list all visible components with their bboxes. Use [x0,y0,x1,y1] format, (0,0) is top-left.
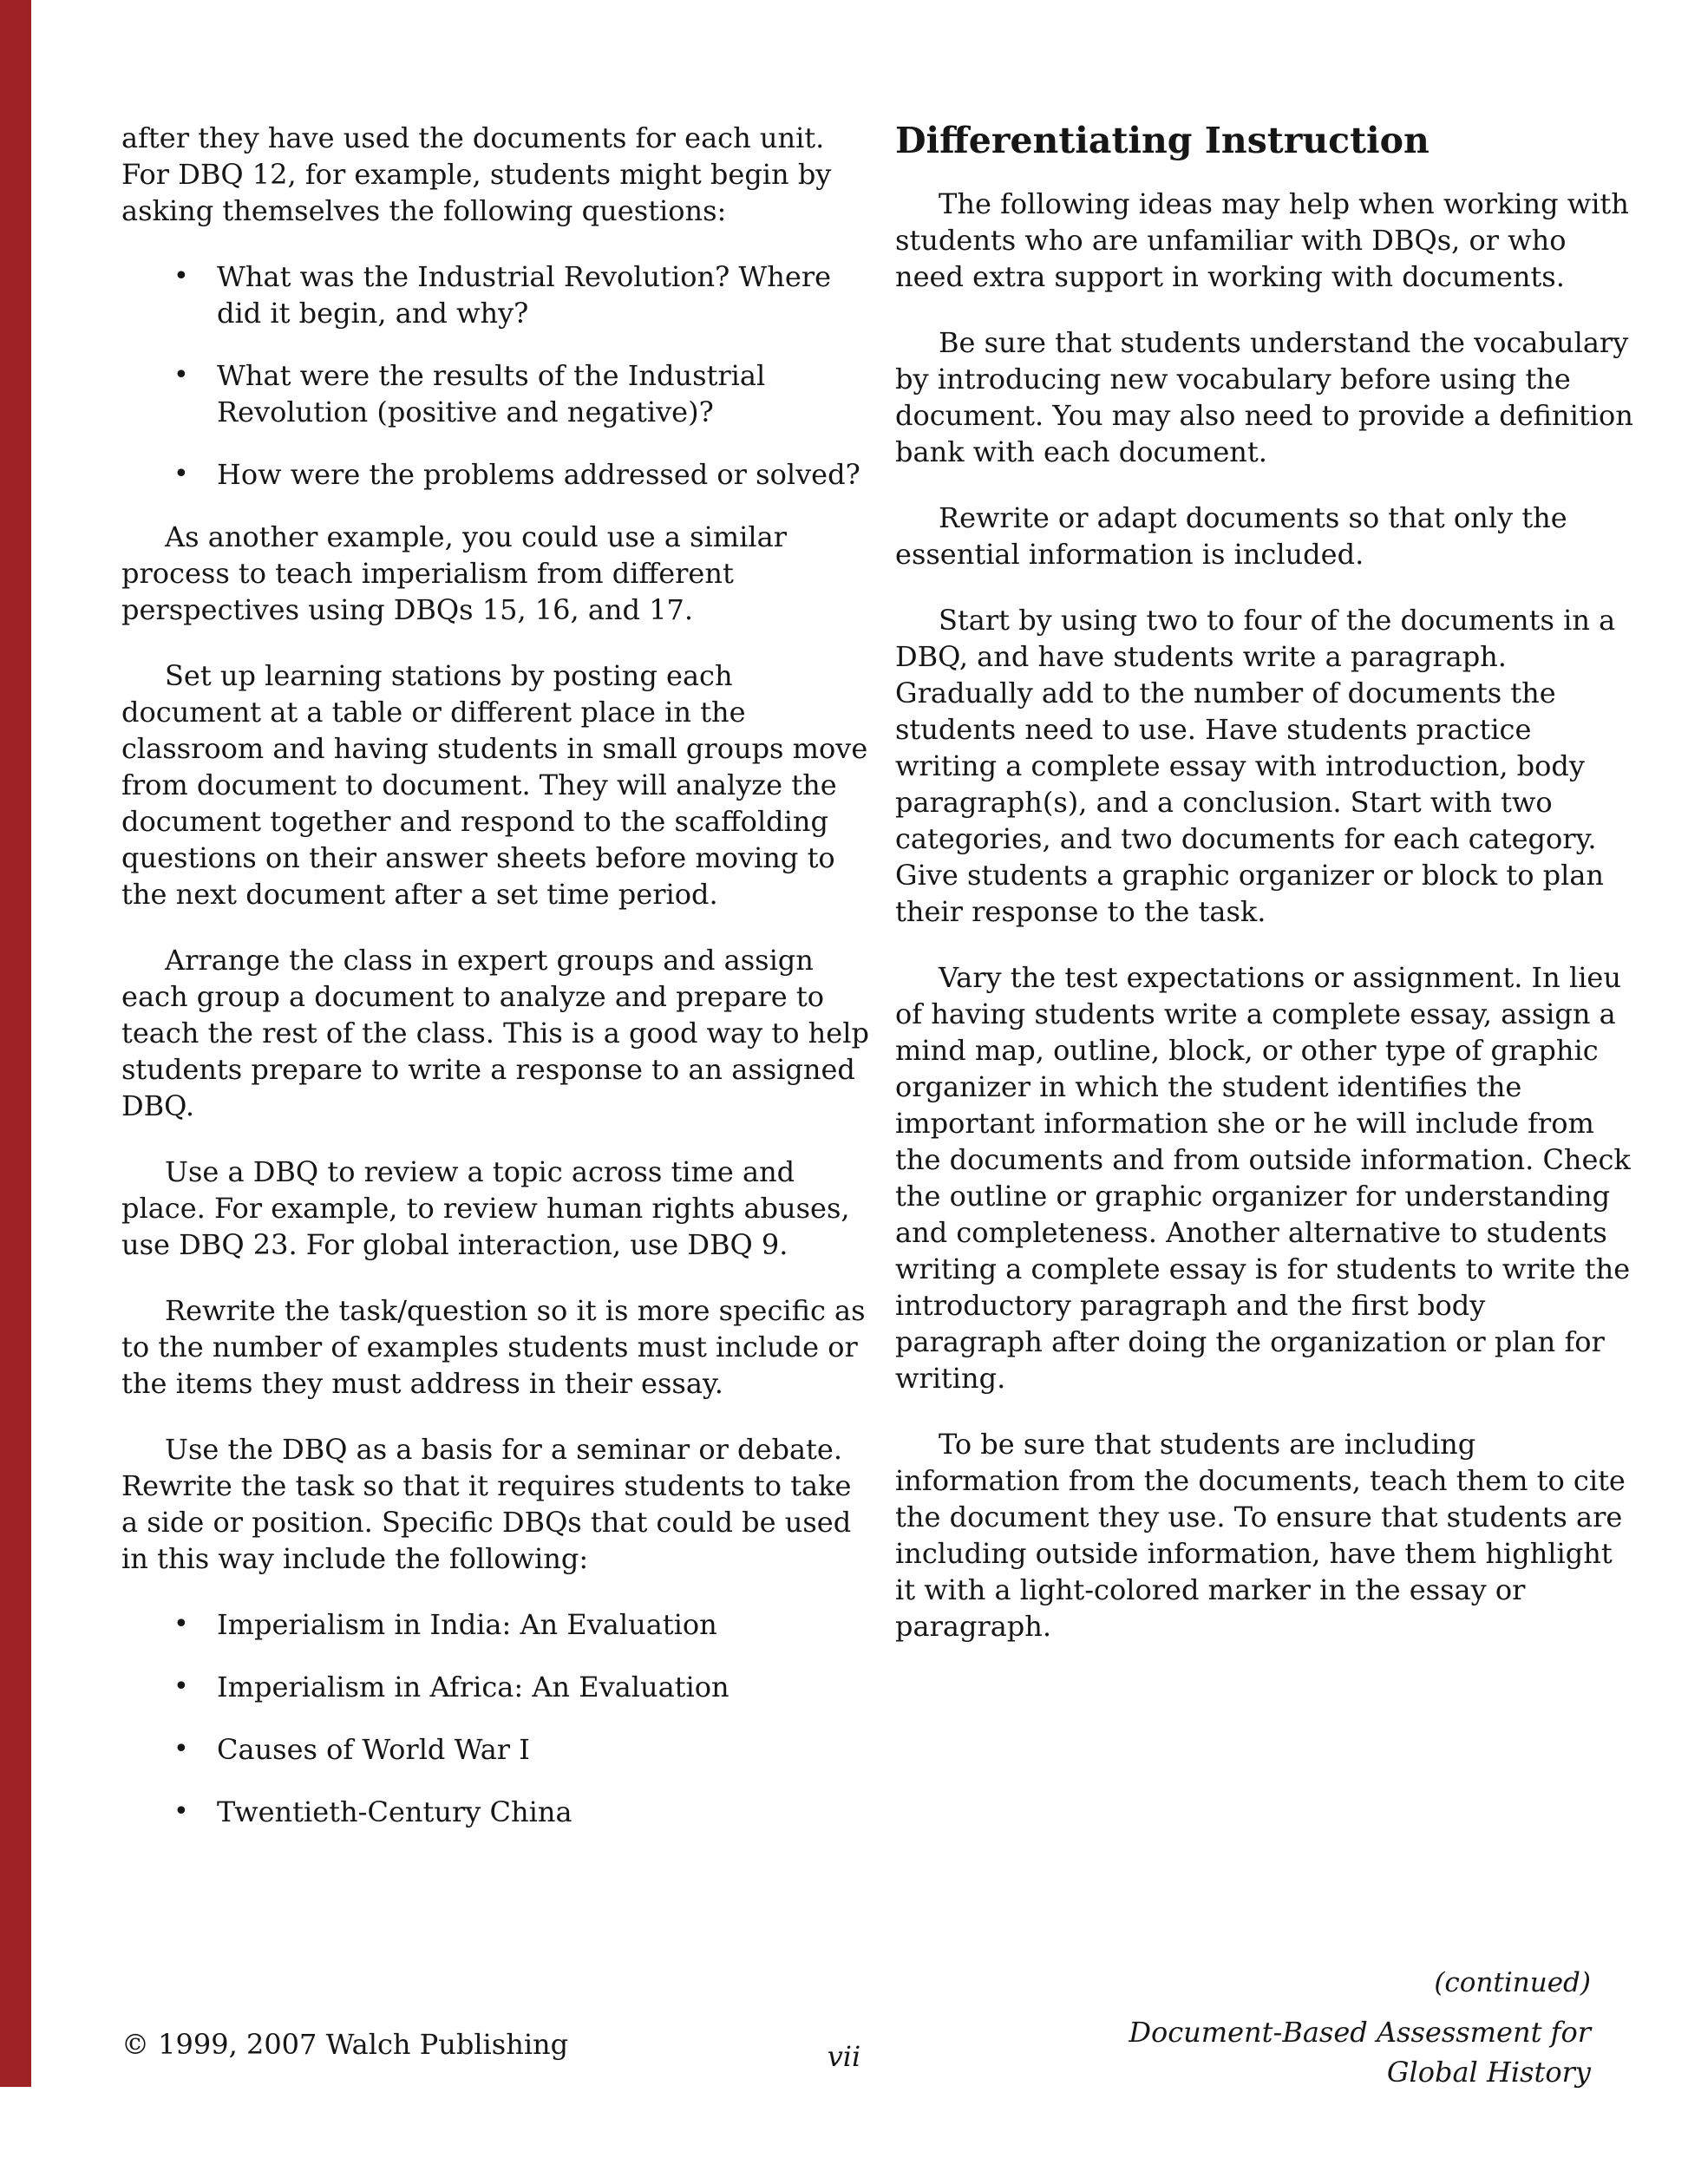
bullet-item [121,357,873,430]
copyright-notice: © 1999, 2007 Walch Publishing [121,2028,569,2061]
bullet-item [121,1606,873,1643]
paragraph: Rewrite the task/question so it is more specific as to the number of examples students must include or the items they must address in their essay. [121,1294,866,1400]
bullet-text: What was the Industrial Revolution? Where did it begin, and why? [217,260,832,330]
book-title [1129,2012,1591,2092]
page-body [121,120,1639,1856]
bullet-text: Imperialism in Africa: An Evaluation [217,1671,730,1703]
paragraph: Use the DBQ as a basis for a seminar or debate. Rewrite the task so that it requires students to take a side or position. Specific DBQs that could be used in this way include the following: [121,1433,852,1575]
bullet-text: Causes of World War I [217,1733,530,1766]
bullet-text: How were the problems addressed or solved? [217,458,860,491]
bullet-item [121,258,873,331]
paragraph: As another example, you could use a similar process to teach imperialism from different perspectives using DBQs 15, 16, and 17. [121,520,787,626]
paragraph: The following ideas may help when working with students who are unfamiliar with DBQs, or who need extra support in working with documents. [895,187,1629,293]
bullet-text: What were the results of the Industrial Revolution (positive and negative)? [217,359,766,428]
bullet-item [121,456,873,493]
paragraph: Arrange the class in expert groups and assign each group a document to analyze and prepare to teach the rest of the class. This is a good way to help students prepare to write a response to an assigned DBQ. [121,944,869,1122]
page-number: vii [827,2040,861,2073]
bullet-item [121,1731,873,1768]
dbq-example-bullet-list [121,1606,873,1830]
bullet-icon: • [173,459,189,489]
paragraph: Start by using two to four of the documents in a DBQ, and have students write a paragraph. Gradually add to the number of documents the students need to use. Have students practice writing a complete essay with introduction, body paragraph(s), and a conclusion. Start with two categories, and two documents for each category. Give students a graphic organizer or block to plan their response to the task. [895,604,1616,928]
paragraph: Set up learning stations by posting each document at a table or different place in the classroom and having students in small groups move from document to document. They will analyze the document together and respond to the scaffolding questions on their answer sheets before moving to the next document after a set time period. [121,659,868,911]
section-heading: Differentiating Instruction [895,120,1430,161]
paragraph: after they have used the documents for each unit. For DBQ 12, for example, students might begin by asking themselves the following questions: [121,121,832,227]
paragraph: Rewrite or adapt documents so that only the essential information is included. [895,501,1567,571]
bullet-icon: • [173,360,189,390]
bullet-text: Imperialism in India: An Evaluation [217,1608,717,1641]
continued-note: (continued) [1434,1967,1591,1998]
left-column [121,120,873,1856]
red-accent-bar [0,0,31,2087]
paragraph: Use a DBQ to review a topic across time and place. For example, to review human rights abuses, use DBQ 23. For global interaction, use DBQ 9. [121,1155,850,1261]
book-title-line1: Document-Based Assessment for [1129,2016,1591,2049]
paragraph: To be sure that students are including information from the documents, teach them to cite the document they use. To ensure that students are including outside information, have them highlight it with a light-colored marker in the essay or paragraph. [895,1428,1626,1643]
bullet-icon: • [173,1609,189,1639]
book-title-line2: Global History [1386,2056,1591,2089]
bullet-icon: • [173,261,189,291]
bullet-item [121,1669,873,1705]
bullet-text: Twentieth-Century China [217,1795,572,1828]
bullet-icon: • [173,1671,189,1702]
bullet-icon: • [173,1734,189,1764]
bullet-icon: • [173,1796,189,1827]
right-column [895,120,1639,1856]
question-bullet-list [121,258,873,493]
paragraph: Vary the test expectations or assignment. In lieu of having students write a complete essay, assign a mind map, outline, block, or other type of graphic organizer in which the student identifies the important information she or he will include from the documents and from outside information. Check the outline or graphic organizer for understanding and completeness. Another alternative to students writing a complete essay is for students to write the introductory paragraph and the first body paragraph after doing the organization or plan for writing. [895,961,1631,1395]
bullet-item [121,1794,873,1830]
paragraph: Be sure that students understand the vocabulary by introducing new vocabulary before using the document. You may also need to provide a definition bank with each document. [895,326,1633,468]
